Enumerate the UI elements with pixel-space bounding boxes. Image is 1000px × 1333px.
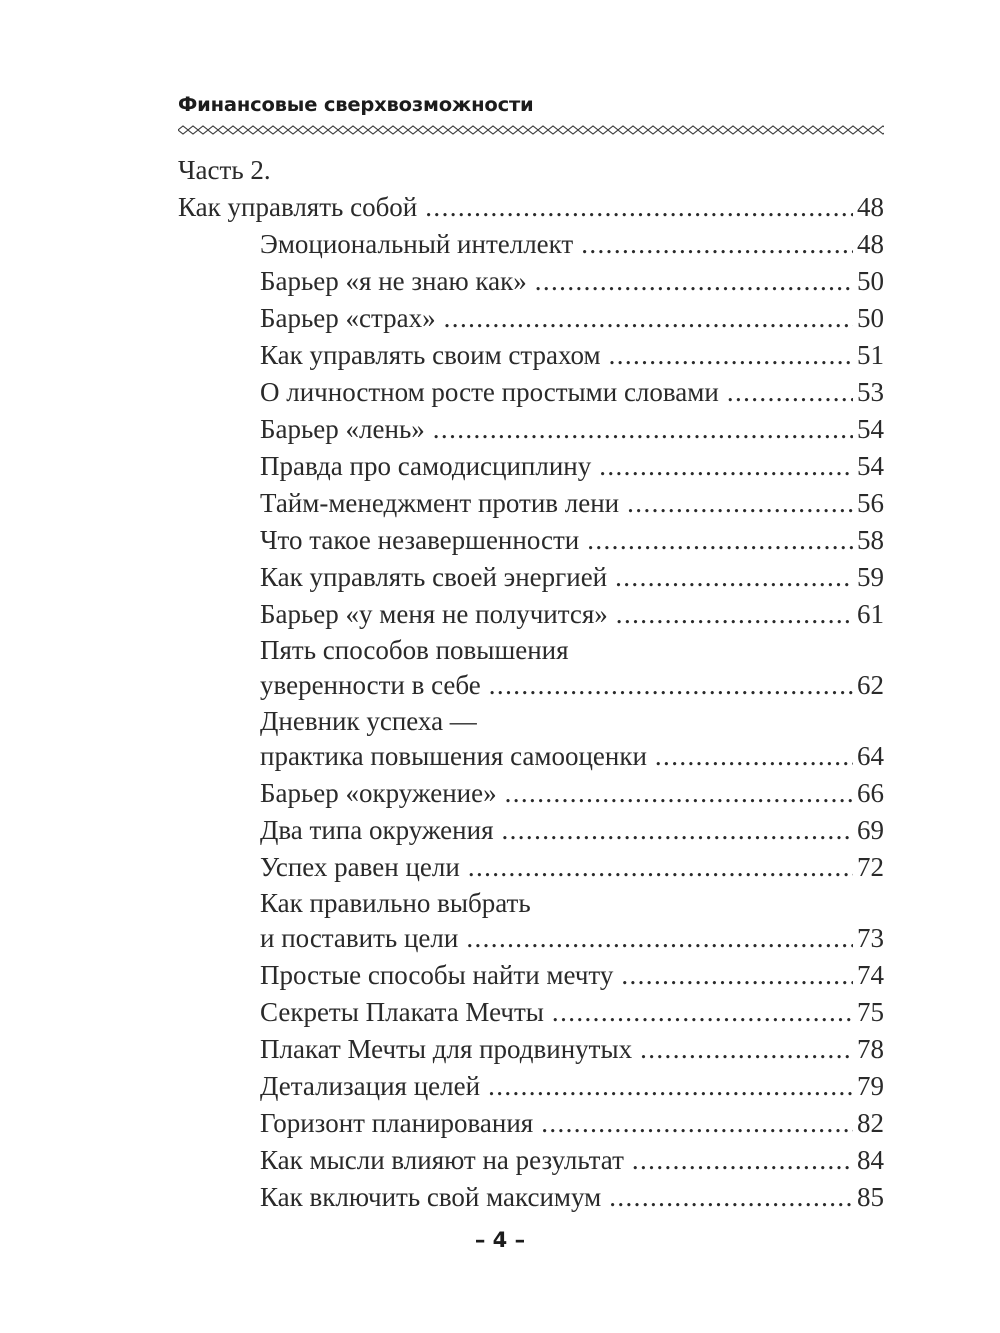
toc-entry[interactable] [178,263,884,300]
toc-entry[interactable] [178,957,884,994]
page-number: 61 [857,599,884,629]
entry-title: Эмоциональный интеллект [260,229,574,259]
dot-leader [425,189,853,226]
entry-title: Успех равен цели [260,852,460,882]
toc-entry[interactable] [178,300,884,337]
page-number: 59 [857,562,884,592]
toc-entry[interactable] [178,1105,884,1142]
toc-entry[interactable] [178,522,884,559]
page-number: 85 [857,1182,884,1212]
page-number: 54 [857,414,884,444]
dot-leader [632,1142,853,1179]
entry-title: Как управлять своей энергией [260,562,608,592]
dot-leader [552,994,853,1031]
page-number-footer: – 4 – [474,1228,526,1252]
dot-leader [501,812,853,849]
entry-title: Барьер «лень» [260,414,425,444]
entry-title: Секреты Плаката Мечты [260,997,544,1027]
book-title: Финансовые сверхвозможности [178,93,534,116]
entry-title: Правда про самодисциплину [260,451,592,481]
page-number: 72 [857,852,884,882]
toc-entry[interactable] [178,1179,884,1216]
entry-title: Как управлять своим страхом [260,340,601,370]
running-header [178,90,884,136]
entry-title-line1: Как правильно выбрать [260,888,531,918]
page-number: 53 [857,377,884,407]
page-number: 56 [857,488,884,518]
entry-title: Детализация целей [260,1071,481,1101]
page-number: 74 [857,960,884,990]
entry-title-line1: Дневник успеха — [260,706,477,736]
entry-title: Как мысли влияют на результат [260,1145,624,1175]
dot-leader [627,485,853,522]
dot-leader [489,667,853,704]
dot-leader [581,226,853,263]
toc-entry[interactable] [178,374,884,411]
entry-title: Барьер «страх» [260,303,436,333]
toc-entry-chapter[interactable] [178,189,884,226]
dot-leader [655,738,853,775]
toc-entry-multiline[interactable] [178,704,884,775]
dot-leader [616,596,853,633]
entry-title: Плакат Мечты для продвинутых [260,1034,633,1064]
dot-leader [609,337,853,374]
entry-title: Горизонт планирования [260,1108,534,1138]
dot-leader [444,300,853,337]
dot-leader [541,1105,853,1142]
dot-leader [587,522,853,559]
toc-entry[interactable] [178,1068,884,1105]
toc-entry[interactable] [178,1142,884,1179]
entry-title: Простые способы найти мечту [260,960,614,990]
dot-leader [640,1031,853,1068]
entry-title: Барьер «окружение» [260,778,497,808]
dot-leader [621,957,853,994]
toc-entry[interactable] [178,994,884,1031]
page-number: 62 [857,670,884,700]
page-number: 78 [857,1034,884,1064]
page-number: 58 [857,525,884,555]
toc-entry[interactable] [178,226,884,263]
part-heading: Часть 2. [178,155,271,185]
page-number: 82 [857,1108,884,1138]
dot-leader [599,448,853,485]
page-number: 50 [857,303,884,333]
ornament-divider [178,124,884,136]
page-number: 79 [857,1071,884,1101]
dot-leader [535,263,853,300]
toc-entry[interactable] [178,596,884,633]
toc-entry-multiline[interactable] [178,633,884,704]
page-number: 50 [857,266,884,296]
entry-title: Тайм-менеджмент против лени [260,488,620,518]
toc-entry[interactable] [178,559,884,596]
toc-entry[interactable] [178,411,884,448]
entry-title: и поставить цели [260,923,459,953]
entry-title: Барьер «я не знаю как» [260,266,527,296]
toc-entry[interactable] [178,812,884,849]
page-number: 51 [857,340,884,370]
toc-entry[interactable] [178,1031,884,1068]
dot-leader [505,775,853,812]
page-number: 48 [857,229,884,259]
page-number: 48 [857,192,884,222]
page-number: 64 [857,741,884,771]
page-number: 69 [857,815,884,845]
entry-title: Как управлять собой [178,192,418,222]
toc-entry-multiline[interactable] [178,886,884,957]
entry-title: Два типа окружения [260,815,494,845]
page-number: 73 [857,923,884,953]
entry-title: уверенности в себе [260,670,481,700]
page-number: 75 [857,997,884,1027]
entry-title-line1: Пять способов повышения [260,635,569,665]
dot-leader [609,1179,853,1216]
toc-entry[interactable] [178,485,884,522]
page-number: 66 [857,778,884,808]
toc-entry[interactable] [178,337,884,374]
toc-entry[interactable] [178,775,884,812]
toc-entry[interactable] [178,849,884,886]
entry-title: О личностном росте простыми словами [260,377,719,407]
page-number: 84 [857,1145,884,1175]
entry-title: Как включить свой максимум [260,1182,602,1212]
dot-leader [727,374,853,411]
entry-title: Что такое незавершенности [260,525,580,555]
entry-title: Барьер «у меня не получится» [260,599,608,629]
dot-leader [466,920,853,957]
page-number: 54 [857,451,884,481]
dot-leader [468,849,853,886]
entry-title: практика повышения самооценки [260,741,647,771]
toc-entry[interactable] [178,448,884,485]
dot-leader [433,411,853,448]
dot-leader [615,559,853,596]
table-of-contents [178,152,884,1216]
dot-leader [488,1068,853,1105]
